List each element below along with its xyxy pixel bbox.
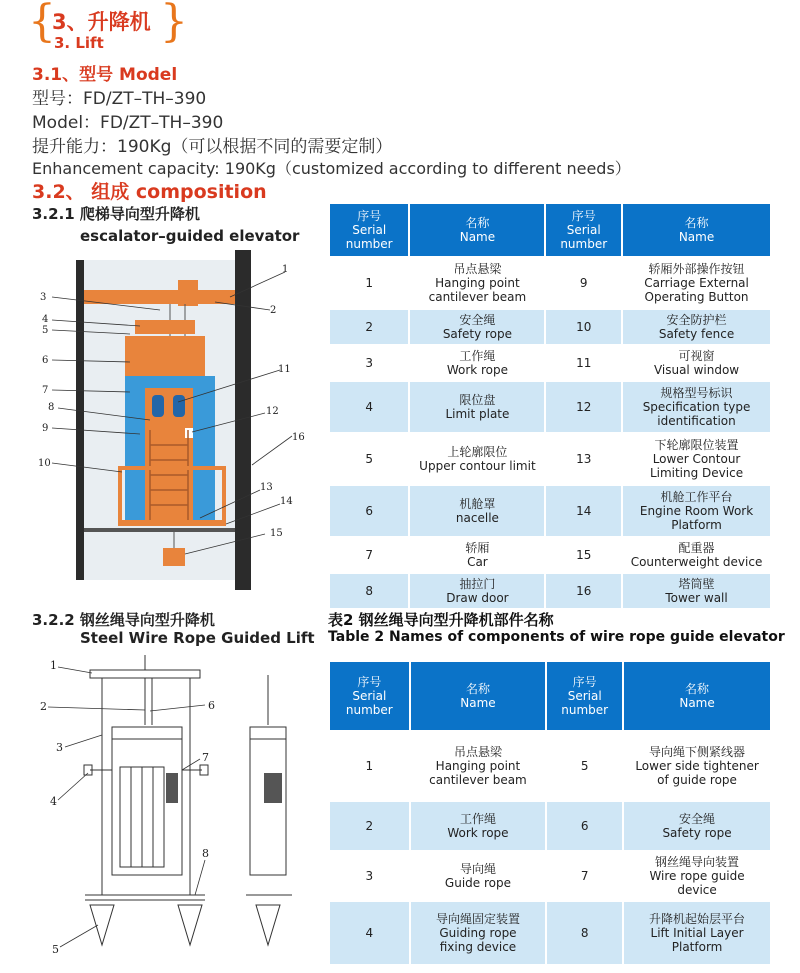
header-serial-2: 序号 Serial number [546,204,621,256]
fig1-label-7: 7 [42,385,49,396]
cell-serial: 16 [546,574,621,608]
cell-serial: 10 [546,310,621,344]
escalator-title-en: escalator–guided elevator [80,227,300,245]
header-name-1: 名称 Name [411,662,546,730]
cell-name: 机舱罩 nacelle [410,486,544,536]
cell-serial: 1 [330,732,409,800]
table2-caption-en: Table 2 Names of components of wire rope guide elevator [328,629,785,645]
fig1-label-10: 10 [38,458,51,469]
section-model-title: 3.1、型号 Model [32,65,178,85]
cell-serial: 6 [330,486,408,536]
cell-serial: 6 [547,802,622,850]
cell-serial: 4 [330,902,409,964]
cell-name: 钢丝绳导向装置 Wire rope guide device [624,852,770,900]
cell-name: 机舱工作平台 Engine Room Work Platform [623,486,770,536]
table-row [330,346,770,380]
header-serial-1: 序号 Serial number [330,204,408,256]
cell-serial: 1 [330,258,408,308]
header-name-2: 名称 Name [624,662,770,730]
fig1-label-16: 16 [292,432,305,443]
fig1-label-11: 11 [278,364,291,375]
cell-serial: 12 [546,382,621,432]
table-row [330,802,770,850]
fig2-label-7: 7 [202,751,209,764]
cell-serial: 14 [546,486,621,536]
cell-serial: 8 [547,902,622,964]
table-row [330,434,770,484]
fig1-label-8: 8 [48,402,55,413]
fig1-label-5: 5 [42,325,49,336]
cell-name: 导向绳固定装置 Guiding rope fixing device [411,902,546,964]
wire-title-en: Steel Wire Rope Guided Lift [80,629,315,647]
cell-serial: 2 [330,310,408,344]
fig1-label-13: 13 [260,482,273,493]
cell-serial: 9 [546,258,621,308]
table-row [330,310,770,344]
cell-name: 工作绳 Work rope [411,802,546,850]
table-header-row [330,662,770,730]
capacity-line-cn: 提升能力：190Kg（可以根据不同的需要定制） [32,137,393,157]
header-name-2: 名称 Name [623,204,770,256]
cell-serial: 5 [547,732,622,800]
fig2-label-4: 4 [50,795,57,808]
cell-name: 安全防护栏 Safety fence [623,310,770,344]
cell-serial: 7 [330,538,408,572]
table-row [330,902,770,964]
cell-name: 上轮廓限位 Upper contour limit [410,434,544,484]
wire-rope-lift-figure [30,655,320,965]
page-title-cn: 3、升降机 [52,10,151,34]
cell-name: 轿厢 Car [410,538,544,572]
fig2-label-2: 2 [40,700,47,713]
right-brace: } [160,0,188,47]
header-serial-2: 序号 Serial number [547,662,622,730]
cell-name: 限位盘 Limit plate [410,382,544,432]
fig1-label-3: 3 [40,292,47,303]
fig2-label-8: 8 [202,847,209,860]
table-escalator-parts [328,202,772,610]
wire-title-cn: 3.2.2 钢丝绳导向型升降机 [32,611,215,629]
cell-serial: 11 [546,346,621,380]
table-row [330,574,770,608]
fig1-label-15: 15 [270,528,283,539]
table-wire-rope-parts [328,660,772,966]
cell-name: 塔筒壁 Tower wall [623,574,770,608]
cell-serial: 3 [330,852,409,900]
cell-name: 升降机起始层平台 Lift Initial Layer Platform [624,902,770,964]
header-serial-1: 序号 Serial number [330,662,409,730]
fig1-label-1: 1 [282,264,289,275]
cell-name: 安全绳 Safety rope [410,310,544,344]
cell-serial: 8 [330,574,408,608]
cell-serial: 13 [546,434,621,484]
cell-name: 吊点悬梁 Hanging point cantilever beam [410,258,544,308]
escalator-title-cn: 3.2.1 爬梯导向型升降机 [32,205,200,223]
table-row [330,382,770,432]
cell-name: 抽拉门 Draw door [410,574,544,608]
escalator-elevator-figure [30,250,320,590]
fig2-label-1: 1 [50,659,57,672]
cell-name: 下轮廓限位装置 Lower Contour Limiting Device [623,434,770,484]
cell-serial: 5 [330,434,408,484]
left-brace: { [28,0,56,47]
cell-name: 轿厢外部操作按钮 Carriage External Operating Button [623,258,770,308]
cell-serial: 3 [330,346,408,380]
table-row [330,732,770,800]
table-row [330,258,770,308]
fig1-label-12: 12 [266,406,279,417]
fig2-label-5: 5 [52,943,59,956]
fig1-label-2: 2 [270,305,277,316]
fig1-label-4: 4 [42,314,49,325]
cell-serial: 15 [546,538,621,572]
cell-name: 配重器 Counterweight device [623,538,770,572]
fig2-label-6: 6 [208,699,215,712]
fig1-label-9: 9 [42,423,49,434]
cell-name: 安全绳 Safety rope [624,802,770,850]
cell-name: 吊点悬梁 Hanging point cantilever beam [411,732,546,800]
header-name-1: 名称 Name [410,204,544,256]
cell-serial: 7 [547,852,622,900]
table-row [330,852,770,900]
table-row [330,486,770,536]
capacity-line-en: Enhancement capacity: 190Kg（customized according to different needs） [32,159,631,178]
page-title-en: 3. Lift [54,34,104,52]
model-line-en: Model：FD/ZT–TH–390 [32,113,224,133]
table2-caption-cn: 表2 钢丝绳导向型升降机部件名称 [328,611,554,629]
table-header-row [330,204,770,256]
cell-name: 导向绳 Guide rope [411,852,546,900]
fig2-label-3: 3 [56,741,63,754]
cell-name: 可视窗 Visual window [623,346,770,380]
model-line-cn: 型号：FD/ZT–TH–390 [32,89,207,109]
table-row [330,538,770,572]
fig1-label-14: 14 [280,496,293,507]
cell-name: 工作绳 Work rope [410,346,544,380]
fig1-label-6: 6 [42,355,49,366]
section-composition-title: 3.2、 组成 composition [32,181,267,203]
cell-name: 导向绳下侧紧线器 Lower side tightener of guide rope [624,732,770,800]
cell-serial: 4 [330,382,408,432]
cell-name: 规格型号标识 Specification type identification [623,382,770,432]
cell-serial: 2 [330,802,409,850]
